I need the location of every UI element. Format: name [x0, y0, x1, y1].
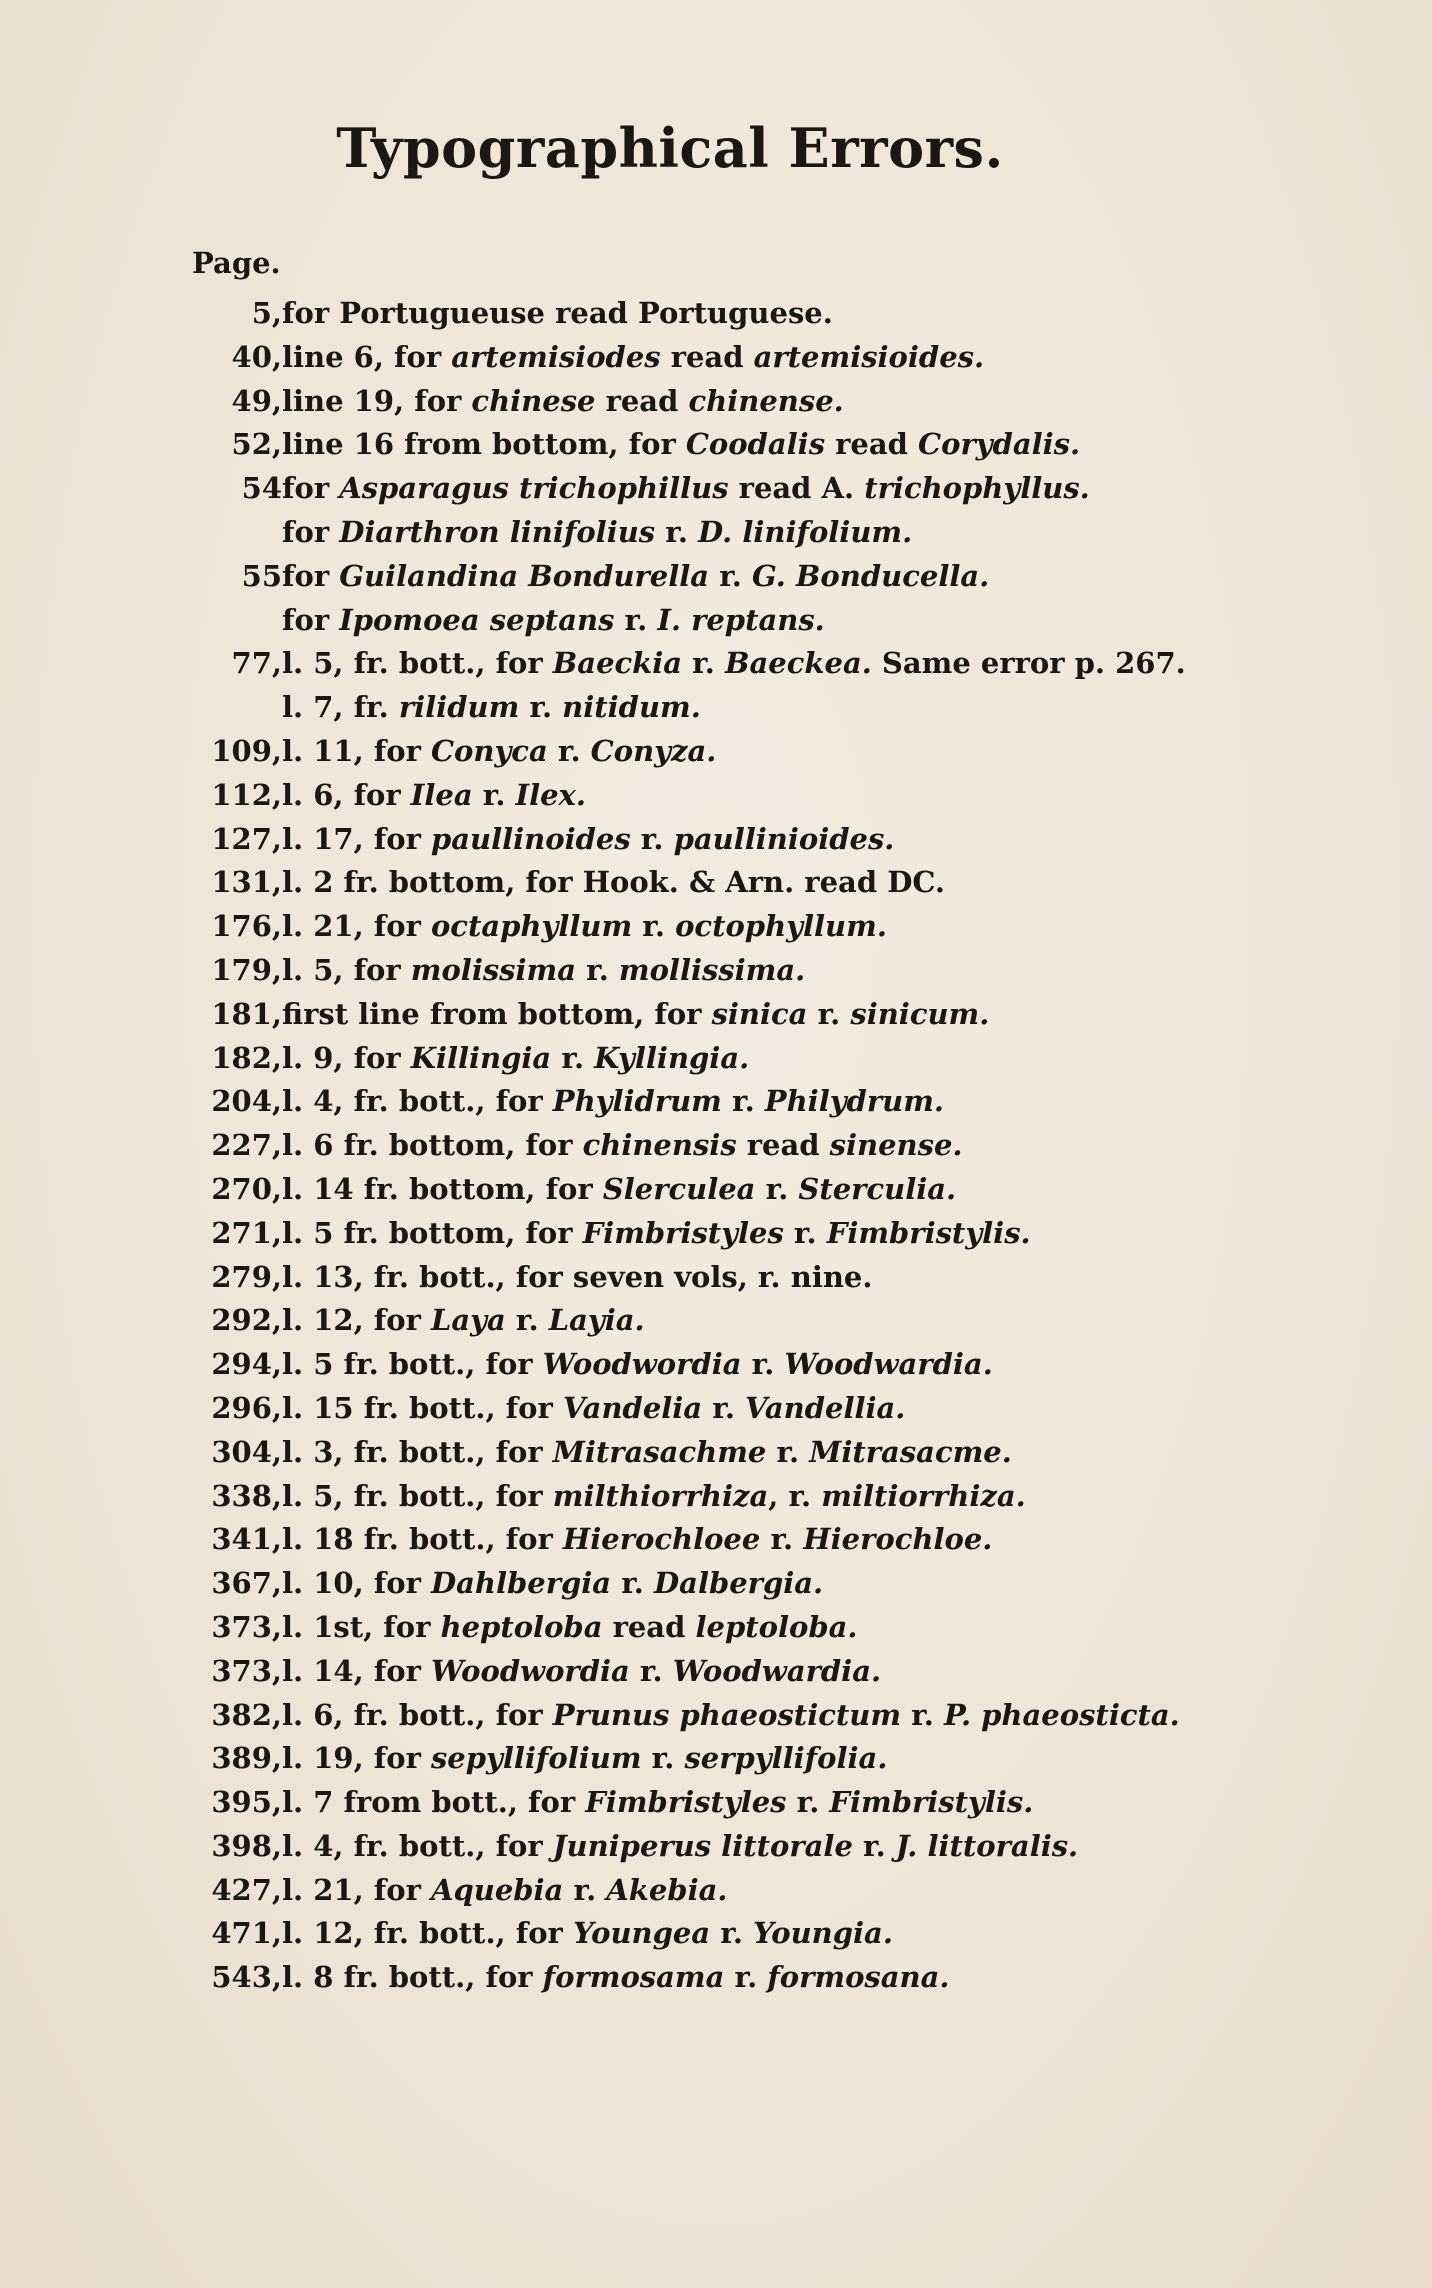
- correction-text: [282, 1825, 1078, 1869]
- correction-fragment: r.: [682, 646, 725, 681]
- page-number: 270,: [211, 1171, 282, 1206]
- correction-text: [282, 993, 989, 1037]
- botanical-name: trichophyllus.: [864, 471, 1090, 506]
- page-number: 182,: [211, 1040, 282, 1075]
- correction-text: [282, 1080, 944, 1124]
- page-number: 49,: [231, 383, 282, 418]
- page-number: 382,: [211, 1697, 282, 1732]
- correction-text: [282, 1387, 905, 1431]
- correction-fragment: l. 6, for: [282, 777, 411, 812]
- correction-fragment: l. 15 fr. bott., for: [282, 1390, 563, 1425]
- botanical-name: milthiorrhiza: [552, 1478, 769, 1513]
- botanical-name: octaphyllum: [430, 909, 633, 944]
- errata-entry: [0, 905, 1432, 949]
- correction-fragment: r.: [724, 1960, 768, 1995]
- botanical-name: sepyllifolium: [430, 1741, 642, 1776]
- page-number: 227,: [211, 1128, 282, 1163]
- correction-text: [282, 1737, 887, 1781]
- correction-text: [282, 861, 945, 905]
- botanical-name: Asparagus trichophillus: [339, 471, 729, 506]
- correction-fragment: l. 12, fr. bott., for: [282, 1916, 573, 1951]
- errata-entry: [0, 1562, 1432, 1606]
- page-title: Typographical Errors.: [336, 116, 1004, 180]
- correction-fragment: l. 6 fr. bottom, for: [282, 1128, 583, 1163]
- botanical-name: Dalbergia.: [654, 1566, 824, 1601]
- page-number: 179,: [211, 952, 282, 987]
- correction-text: [282, 599, 825, 643]
- botanical-name: Ilex.: [515, 777, 586, 812]
- errata-entry-continuation: [0, 599, 1432, 643]
- botanical-name: paullinoides: [430, 821, 631, 856]
- correction-fragment: r.: [755, 1171, 799, 1206]
- correction-fragment: for: [282, 296, 340, 330]
- botanical-name: Youngea: [572, 1916, 711, 1951]
- page-number: 292,: [211, 1303, 282, 1338]
- correction-fragment: r.: [709, 558, 752, 593]
- correction-fragment: l. 3, fr. bott., for: [282, 1434, 553, 1469]
- correction-text: [282, 1343, 993, 1387]
- errata-entry: [0, 467, 1432, 511]
- correction-fragment: l. 2 fr. bottom, for Hook. & Arn. read DC.: [282, 865, 946, 900]
- errata-entry: [0, 1343, 1432, 1387]
- page-number: 427,: [211, 1872, 282, 1907]
- botanical-name: miltiorrhiza.: [821, 1478, 1026, 1513]
- botanical-name: Slerculea: [602, 1171, 756, 1206]
- botanical-name: formosama: [542, 1960, 725, 1995]
- page-number: 395,: [211, 1785, 282, 1820]
- correction-text: [282, 642, 1186, 686]
- page-number: 55: [241, 558, 282, 593]
- botanical-name: Aquebia: [430, 1872, 564, 1907]
- page-number: 296,: [211, 1390, 282, 1425]
- errata-entry: [0, 993, 1432, 1037]
- correction-fragment: read: [660, 339, 754, 374]
- correction-fragment: r.: [901, 1697, 944, 1732]
- correction-text: [282, 1694, 1180, 1738]
- correction-fragment: r.: [472, 777, 516, 812]
- errata-entry: [0, 292, 1432, 336]
- botanical-name: artemisioides.: [753, 339, 985, 374]
- botanical-name: Conyza.: [590, 733, 717, 768]
- correction-fragment: for: [282, 514, 340, 549]
- correction-fragment: r.: [551, 1040, 595, 1075]
- botanical-name: heptoloba: [440, 1609, 603, 1644]
- correction-text: [282, 1475, 1026, 1519]
- correction-fragment: r.: [710, 1916, 754, 1951]
- correction-text: [282, 555, 989, 599]
- correction-text: [282, 1037, 749, 1081]
- correction-fragment: r.: [807, 996, 851, 1031]
- correction-text: [282, 905, 887, 949]
- correction-text: [282, 1168, 956, 1212]
- botanical-name: Mitrasacme.: [809, 1434, 1012, 1469]
- botanical-name: rilidum: [398, 690, 520, 725]
- correction-fragment: l. 7, fr.: [282, 690, 399, 725]
- correction-fragment: l. 10, for: [282, 1566, 431, 1601]
- correction-text: [282, 511, 912, 555]
- correction-fragment: Portuguese: [638, 296, 823, 330]
- errata-entry: [0, 1475, 1432, 1519]
- correction-fragment: r.: [741, 1347, 785, 1382]
- botanical-name: octophyllum.: [675, 909, 887, 944]
- botanical-name: Woodwardia.: [672, 1653, 882, 1688]
- page-number: 109,: [211, 733, 282, 768]
- page-column-label: Page.: [192, 246, 281, 280]
- botanical-name: Mitrasachme: [552, 1434, 767, 1469]
- botanical-name: Hierochloee: [562, 1522, 761, 1557]
- correction-text: [282, 1956, 950, 2000]
- correction-fragment: r.: [721, 1084, 765, 1119]
- botanical-name: Coodalis: [685, 427, 826, 462]
- page-number: 471,: [211, 1916, 282, 1951]
- correction-fragment: r.: [783, 1215, 827, 1250]
- correction-fragment: l. 8 fr. bott., for: [282, 1960, 543, 1995]
- correction-fragment: l. 17, for: [282, 821, 431, 856]
- page-number: 294,: [211, 1347, 282, 1382]
- errata-entry: [0, 861, 1432, 905]
- correction-fragment: l. 5, for: [282, 952, 411, 987]
- botanical-name: chinese: [471, 383, 596, 418]
- correction-fragment: , r.: [768, 1478, 822, 1513]
- correction-fragment: line 16 from bottom, for: [282, 427, 686, 462]
- botanical-name: I. reptans.: [657, 602, 825, 637]
- page-number: 127,: [211, 821, 282, 856]
- correction-fragment: l. 14 fr. bottom, for: [282, 1171, 603, 1206]
- errata-entry: [0, 1168, 1432, 1212]
- errata-entry-continuation: [0, 686, 1432, 730]
- botanical-name: Hierochloe.: [803, 1522, 993, 1557]
- correction-fragment: r.: [655, 514, 699, 549]
- botanical-name: Diarthron linifolius: [339, 514, 656, 549]
- correction-text: [282, 1869, 728, 1913]
- errata-entry: [0, 1387, 1432, 1431]
- page-number: 543,: [211, 1960, 282, 1995]
- page-number: 341,: [211, 1522, 282, 1557]
- correction-fragment: Same error p. 267.: [871, 646, 1186, 681]
- botanical-name: Ipomoea septans: [339, 602, 615, 637]
- correction-fragment: r.: [611, 1566, 654, 1601]
- correction-fragment: read: [545, 296, 639, 330]
- correction-fragment: .: [822, 296, 833, 330]
- correction-fragment: Portugueuse: [339, 296, 546, 330]
- page-number: 131,: [211, 865, 282, 900]
- correction-text: [282, 1562, 823, 1606]
- page-number: 389,: [211, 1741, 282, 1776]
- correction-text: [282, 336, 984, 380]
- botanical-name: Dahlbergia: [430, 1566, 612, 1601]
- botanical-name: Phylidrum: [552, 1084, 722, 1119]
- page-number: 176,: [211, 909, 282, 944]
- botanical-name: Kyllingia.: [594, 1040, 750, 1075]
- page-number: 279,: [211, 1259, 282, 1294]
- correction-text: [282, 774, 586, 818]
- botanical-name: Sterculia.: [798, 1171, 957, 1206]
- correction-fragment: l. 11, for: [282, 733, 431, 768]
- botanical-name: sinicum.: [850, 996, 990, 1031]
- correction-text: [282, 686, 701, 730]
- correction-fragment: l. 18 fr. bott., for: [282, 1522, 563, 1557]
- page-number: 40,: [231, 339, 282, 374]
- errata-entry: [0, 1781, 1432, 1825]
- errata-entry-continuation: [0, 511, 1432, 555]
- botanical-name: G. Bonducella.: [752, 558, 990, 593]
- botanical-name: Guilandina Bondurella: [339, 558, 710, 593]
- correction-fragment: for: [282, 471, 340, 506]
- correction-text: [282, 1912, 893, 1956]
- correction-fragment: r.: [641, 1741, 685, 1776]
- errata-entry: [0, 1299, 1432, 1343]
- botanical-name: Corydalis.: [918, 427, 1081, 462]
- botanical-name: paullinioides.: [673, 821, 895, 856]
- correction-text: [282, 818, 894, 862]
- botanical-name: Killingia: [410, 1040, 552, 1075]
- correction-fragment: r.: [519, 690, 563, 725]
- errata-entry: [0, 949, 1432, 993]
- errata-entry: [0, 555, 1432, 599]
- botanical-name: artemisiodes: [451, 339, 661, 374]
- errata-entry: [0, 1431, 1432, 1475]
- botanical-name: molissima: [410, 952, 576, 987]
- correction-fragment: line 6, for: [282, 339, 452, 374]
- botanical-name: Fimbristylis.: [829, 1785, 1034, 1820]
- botanical-name: Juniperus littorale: [552, 1828, 853, 1863]
- botanical-name: Fimbristylis.: [826, 1215, 1031, 1250]
- correction-fragment: l. 9, for: [282, 1040, 411, 1075]
- correction-fragment: r.: [630, 821, 674, 856]
- botanical-name: Fimbristyles: [585, 1785, 787, 1820]
- page-number: 373,: [211, 1653, 282, 1688]
- errata-entry: [0, 1737, 1432, 1781]
- correction-fragment: r.: [629, 1653, 673, 1688]
- correction-fragment: r.: [505, 1303, 549, 1338]
- correction-fragment: read: [736, 1128, 830, 1163]
- botanical-name: sinense.: [829, 1128, 963, 1163]
- correction-fragment: l. 5 fr. bott., for: [282, 1347, 543, 1382]
- botanical-name: Woodwordia: [430, 1653, 630, 1688]
- correction-text: [282, 1299, 645, 1343]
- botanical-name: P. phaeosticta.: [943, 1697, 1180, 1732]
- page-number: 77,: [231, 646, 282, 681]
- correction-fragment: l. 19, for: [282, 1741, 431, 1776]
- botanical-name: Ilea: [410, 777, 473, 812]
- correction-fragment: l. 7 from bott., for: [282, 1785, 586, 1820]
- correction-fragment: r.: [852, 1828, 896, 1863]
- page-number: 271,: [211, 1215, 282, 1250]
- botanical-name: Vandellia.: [745, 1390, 906, 1425]
- correction-fragment: r.: [547, 733, 591, 768]
- botanical-name: Youngia.: [753, 1916, 893, 1951]
- botanical-name: formosana.: [767, 1960, 950, 1995]
- botanical-name: Baeckea.: [724, 646, 872, 681]
- correction-fragment: r.: [576, 952, 619, 987]
- correction-fragment: l. 21, for: [282, 909, 431, 944]
- botanical-name: chinensis: [582, 1128, 737, 1163]
- errata-entry: [0, 818, 1432, 862]
- botanical-name: nitidum.: [562, 690, 701, 725]
- correction-fragment: r.: [563, 1872, 607, 1907]
- correction-text: [282, 380, 844, 424]
- correction-fragment: l. 14, for: [282, 1653, 431, 1688]
- errata-entry: [0, 1256, 1432, 1300]
- page-number: 54: [241, 471, 282, 506]
- correction-fragment: r.: [632, 909, 676, 944]
- correction-fragment: for: [282, 558, 340, 593]
- correction-text: [282, 423, 1080, 467]
- correction-fragment: l. 5 fr. bottom, for: [282, 1215, 583, 1250]
- correction-fragment: first line from bottom, for: [282, 996, 712, 1031]
- botanical-name: mollissima.: [618, 952, 806, 987]
- correction-fragment: r.: [786, 1785, 830, 1820]
- page-number: 5,: [251, 296, 282, 330]
- correction-fragment: read: [825, 427, 919, 462]
- botanical-name: Conyca: [430, 733, 548, 768]
- correction-fragment: read: [602, 1609, 696, 1644]
- botanical-name: Vandelia: [562, 1390, 703, 1425]
- errata-entry: [0, 1694, 1432, 1738]
- correction-fragment: l. 4, fr. bott., for: [282, 1084, 553, 1119]
- correction-text: [282, 467, 1090, 511]
- correction-fragment: r.: [760, 1522, 804, 1557]
- errata-entry: [0, 1606, 1432, 1650]
- page-number: 181,: [211, 996, 282, 1031]
- page-number: 112,: [211, 777, 282, 812]
- errata-entry: [0, 1212, 1432, 1256]
- errata-entry: [0, 336, 1432, 380]
- errata-entry: [0, 642, 1432, 686]
- correction-text: [282, 949, 805, 993]
- botanical-name: Woodwordia: [542, 1347, 742, 1382]
- correction-fragment: for: [282, 602, 340, 637]
- botanical-name: Woodwardia.: [784, 1347, 993, 1382]
- correction-text: [282, 1518, 992, 1562]
- botanical-name: D. linifolium.: [698, 514, 913, 549]
- errata-entry: [0, 1037, 1432, 1081]
- botanical-name: serpyllifolia.: [684, 1741, 888, 1776]
- correction-fragment: l. 12, for: [282, 1303, 431, 1338]
- errata-entry: [0, 1650, 1432, 1694]
- errata-entry: [0, 730, 1432, 774]
- errata-entry: [0, 1080, 1432, 1124]
- errata-entry: [0, 1912, 1432, 1956]
- page-number: 367,: [211, 1566, 282, 1601]
- correction-text: [282, 1781, 1033, 1825]
- correction-fragment: r.: [702, 1390, 746, 1425]
- errata-entry: [0, 774, 1432, 818]
- errata-entry: [0, 1518, 1432, 1562]
- correction-text: [282, 1256, 872, 1300]
- correction-fragment: l. 1st, for: [282, 1609, 441, 1644]
- correction-fragment: r.: [766, 1434, 810, 1469]
- botanical-name: sinica: [711, 996, 808, 1031]
- correction-fragment: l. 21, for: [282, 1872, 431, 1907]
- errata-entry: [0, 1825, 1432, 1869]
- botanical-name: J. littoralis.: [895, 1828, 1079, 1863]
- correction-text: [282, 1606, 858, 1650]
- page-number: 204,: [211, 1084, 282, 1119]
- correction-fragment: l. 5, fr. bott., for: [282, 646, 553, 681]
- botanical-name: Baeckia: [552, 646, 683, 681]
- correction-text: [282, 1212, 1031, 1256]
- correction-text: [282, 730, 716, 774]
- correction-fragment: read A.: [728, 471, 865, 506]
- correction-text: [282, 1431, 1012, 1475]
- errata-entry: [0, 423, 1432, 467]
- botanical-name: Fimbristyles: [582, 1215, 784, 1250]
- page-number: 338,: [211, 1478, 282, 1513]
- correction-fragment: l. 6, fr. bott., for: [282, 1697, 553, 1732]
- correction-fragment: read: [595, 383, 689, 418]
- errata-list: [0, 292, 1432, 2000]
- errata-entry: [0, 1869, 1432, 1913]
- errata-entry: [0, 1956, 1432, 2000]
- correction-fragment: r.: [614, 602, 658, 637]
- botanical-name: chinense.: [688, 383, 844, 418]
- correction-fragment: l. 5, fr. bott., for: [282, 1478, 553, 1513]
- botanical-name: Layia.: [548, 1303, 645, 1338]
- botanical-name: Prunus phaeostictum: [552, 1697, 902, 1732]
- errata-entry: [0, 1124, 1432, 1168]
- correction-text: [282, 292, 833, 336]
- botanical-name: Laya: [430, 1303, 506, 1338]
- correction-text: [282, 1650, 881, 1694]
- correction-text: [282, 1124, 963, 1168]
- errata-entry: [0, 380, 1432, 424]
- page-number: 52,: [231, 427, 282, 462]
- correction-fragment: l. 13, fr. bott., for seven vols, r. nine.: [282, 1259, 873, 1294]
- botanical-name: Akebia.: [606, 1872, 728, 1907]
- page-number: 373,: [211, 1609, 282, 1644]
- correction-fragment: line 19, for: [282, 383, 472, 418]
- botanical-name: Philydrum.: [764, 1084, 944, 1119]
- correction-fragment: l. 4, fr. bott., for: [282, 1828, 553, 1863]
- page-number: 398,: [211, 1828, 282, 1863]
- botanical-name: leptoloba.: [695, 1609, 858, 1644]
- page-number: 304,: [211, 1434, 282, 1469]
